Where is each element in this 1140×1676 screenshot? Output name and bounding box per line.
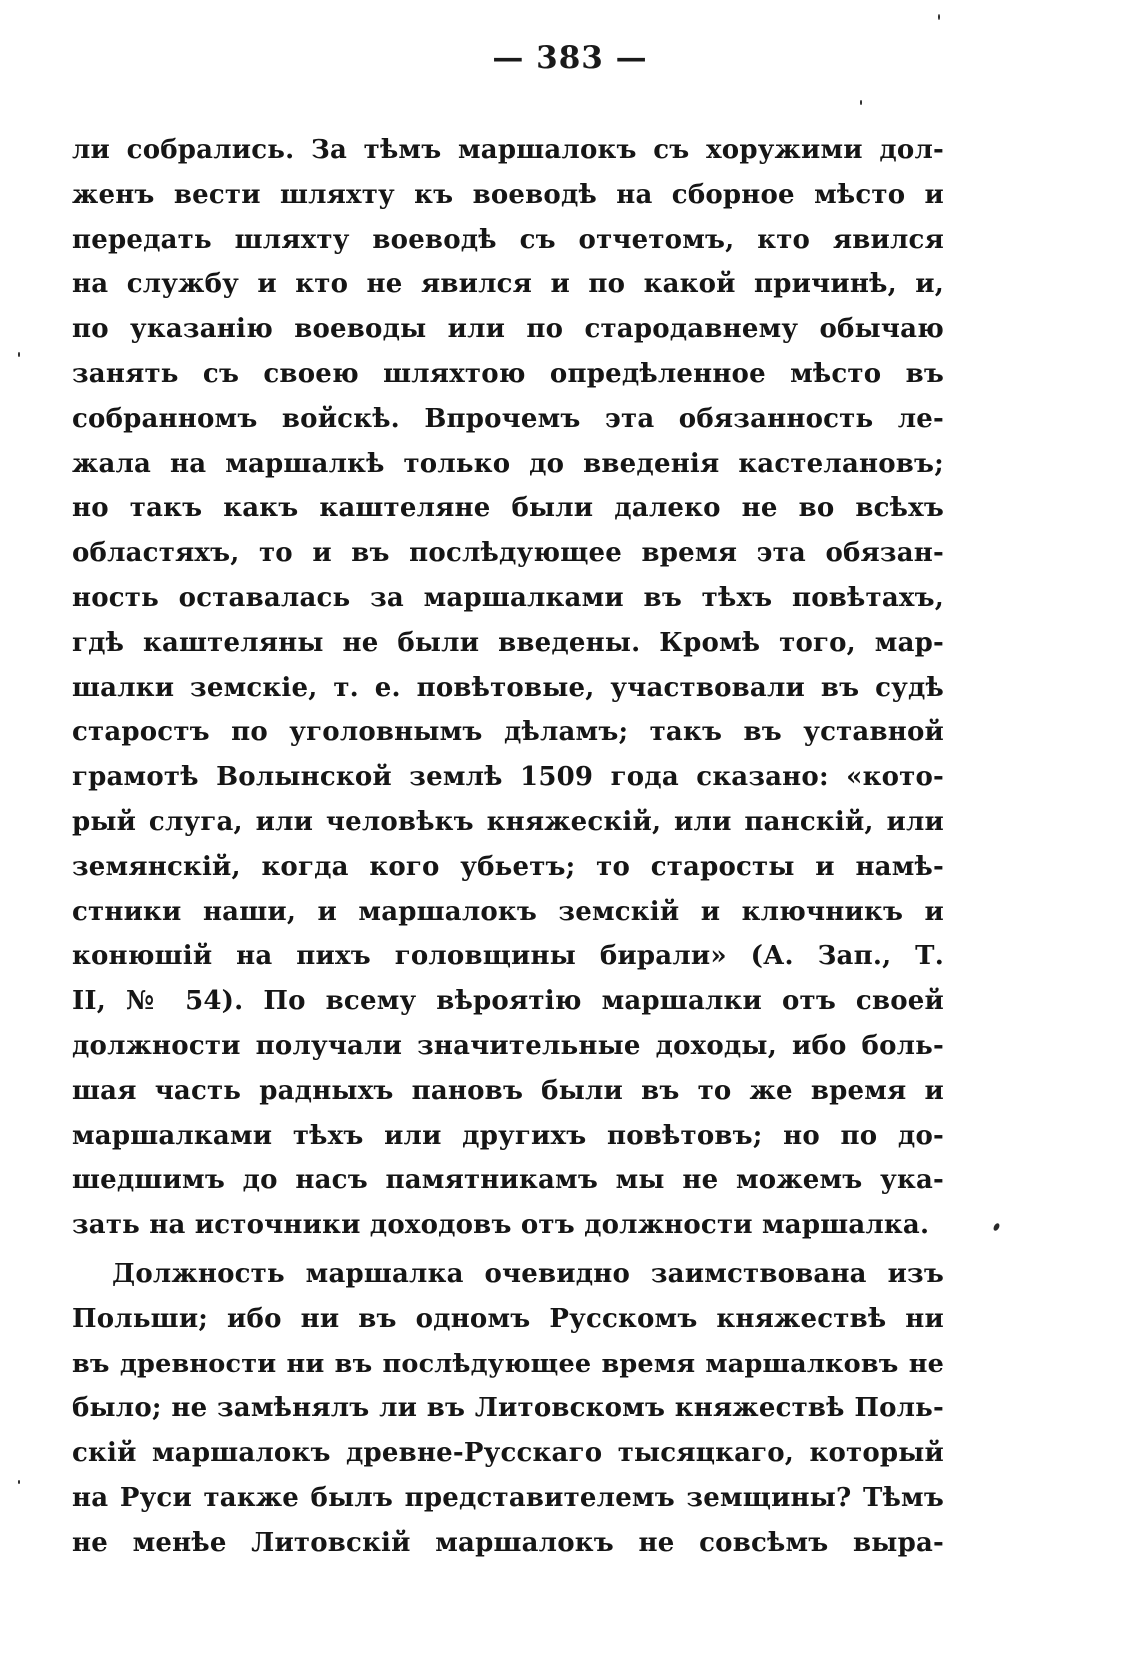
text-line: должности получали значительные доходы, ибо боль- [72, 1030, 944, 1061]
ink-speck [860, 100, 862, 105]
text-line: женъ вести шляхту къ воеводѣ на сборное мѣсто и [72, 179, 944, 210]
text-line: въ древности ни въ послѣдующее время маршалковъ не [72, 1348, 944, 1379]
text-line: II, № 54). По всему вѣроятію маршалки отъ своей [72, 986, 944, 1017]
text-line: ность оставалась за маршалками въ тѣхъ повѣтахъ, [72, 582, 944, 613]
paragraph-1 [72, 128, 944, 1248]
page-number: — 383 — [492, 40, 648, 76]
paragraph-2 [72, 1252, 944, 1566]
text-line: на службу и кто не явился и по какой причинѣ, и, [72, 269, 944, 300]
text-line: рый слуга, или человѣкъ княжескій, или панскій, или [72, 806, 944, 837]
ink-speck [18, 1480, 20, 1484]
ink-speck [992, 1222, 1000, 1231]
text-line: земянскій, когда кого убьетъ; то старосты и намѣ- [72, 851, 944, 882]
text-line: областяхъ, то и въ послѣдующее время эта обязан- [72, 538, 944, 569]
text-line: было; не замѣнялъ ли въ Литовскомъ княжествѣ Поль- [72, 1393, 944, 1424]
text-line: Польши; ибо ни въ одномъ Русскомъ княжествѣ ни [72, 1303, 944, 1334]
text-line: не менѣе Литовскій маршалокъ не совсѣмъ выра- [72, 1527, 944, 1558]
text-line: конюшій на пихъ головщины бирали» (А. Зап., Т. [72, 941, 944, 972]
text-line: на Руси также былъ представителемъ земщины? Тѣмъ [72, 1482, 944, 1513]
text-line: занять съ своею шляхтою опредѣленное мѣсто въ [72, 358, 944, 389]
text-line: грамотѣ Волынской землѣ 1509 года сказано: «кото- [72, 762, 944, 793]
text-line: маршалками тѣхъ или другихъ повѣтовъ; но по до- [72, 1120, 944, 1151]
text-line: жала на маршалкѣ только до введенія кастелановъ; [72, 448, 944, 479]
text-line: шалки земскіе, т. е. повѣтовые, участвовали въ судѣ [72, 672, 944, 703]
ink-speck [938, 14, 940, 20]
text-line: передать шляхту воеводѣ съ отчетомъ, кто явился [72, 224, 944, 255]
text-line: собранномъ войскѣ. Впрочемъ эта обязанность ле- [72, 403, 944, 434]
text-line: старостъ по уголовнымъ дѣламъ; такъ въ уставной [72, 717, 944, 748]
text-line: гдѣ каштеляны не были введены. Кромѣ того, мар- [72, 627, 944, 658]
text-line: Должность маршалка очевидно заимствована изъ [112, 1259, 944, 1289]
text-line: шая часть радныхъ пановъ были въ то же время и [72, 1075, 944, 1106]
text-line: стники наши, и маршалокъ земскій и ключникъ и [72, 896, 944, 927]
text-line: скій маршалокъ древне-Русскаго тысяцкаго, который [72, 1438, 944, 1469]
ink-speck [18, 352, 20, 357]
text-line: зать на источники доходовъ отъ должности маршалка. [72, 1210, 930, 1241]
text-line: ли собрались. За тѣмъ маршалокъ съ хоружими дол- [72, 135, 944, 165]
text-line: по указанію воеводы или по стародавнему обычаю [72, 314, 944, 345]
text-line: шедшимъ до насъ памятникамъ мы не можемъ ука- [72, 1165, 944, 1196]
text-line: но такъ какъ каштеляне были далеко не во всѣхъ [72, 493, 944, 524]
